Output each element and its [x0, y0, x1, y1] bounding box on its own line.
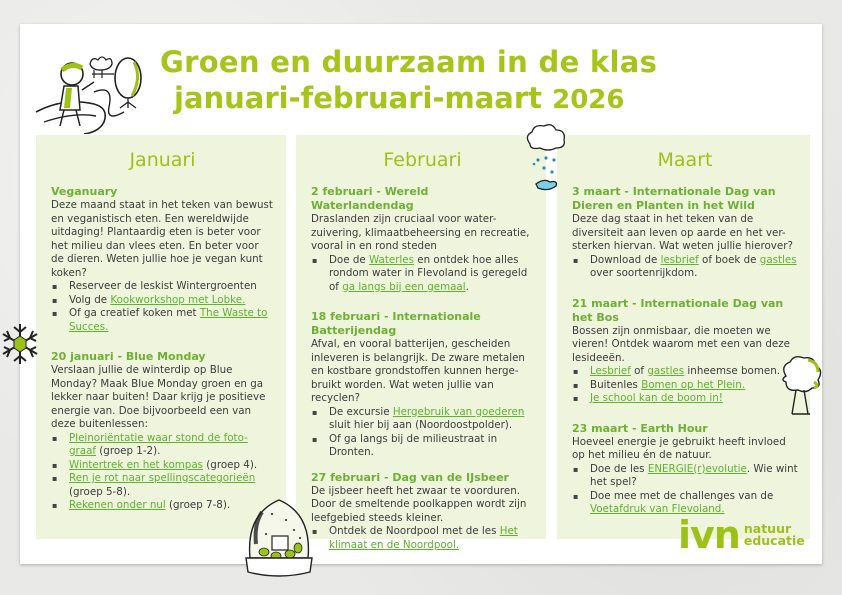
link-lesbrief-bomen[interactable]: Lesbrief [590, 365, 631, 377]
bullet-item: ▪ Rekenen onder nul (groep 7-8). [69, 499, 274, 513]
event-blue-monday [51, 350, 274, 513]
bullet-item: ▪ Ontdek de Noordpool met de les Het klimaat en de Noordpool. [329, 525, 534, 552]
rain-cloud-icon [524, 122, 568, 194]
bullet-item: ▪ Lesbrief of gastles inheemse bomen. [590, 365, 798, 379]
link-voetafdruk[interactable]: Voetafdruk van Flevoland. [590, 503, 725, 515]
event-bullets [572, 463, 798, 517]
snow-globe-icon [242, 494, 316, 582]
link-pleinorientatie[interactable]: Pleinoriëntatie waar stond de foto-graaf [69, 431, 248, 457]
bullet-item: ▪ Download de lesbrief of boek de gastles over soortenrijkdom. [590, 254, 798, 281]
column-februari [296, 135, 546, 551]
bullet-item: ▪ Of ga creatief koken met The Waste to Succes. [69, 307, 274, 334]
title-line-2: januari-februari-maart 2026 [174, 81, 625, 115]
bullet-item: ▪ Ren je rot naar spellingscategorieën (groep 5-8). [69, 472, 274, 499]
event-ijsbeer [311, 471, 534, 553]
link-ren-je-rot[interactable]: Ren je rot naar spellingscategorieën [69, 472, 256, 484]
event-title: Veganuary [51, 185, 118, 198]
link-gemaal[interactable]: ga langs bij een gemaal [342, 280, 466, 293]
bullet-item: ▪ Reserveer de leskist Wintergroenten [69, 280, 274, 294]
link-klimaat-noordpool[interactable]: Het klimaat en de Noordpool. [329, 525, 518, 551]
title-year: 2026 [552, 85, 625, 115]
link-hergebruik[interactable]: Hergebruik van goederen [392, 405, 525, 418]
event-bullets [311, 406, 534, 460]
link-rekenen-onder-nul[interactable]: Rekenen onder nul [69, 499, 166, 511]
event-title: 27 februari - Dag van de IJsbeer [311, 470, 509, 484]
event-bullets [51, 432, 274, 513]
column-januari [36, 135, 286, 539]
bullet-item: ▪ Wintertrek en het kompas (groep 4). [69, 459, 274, 473]
event-dieren-planten [572, 185, 798, 281]
link-waste-to-succes[interactable]: The Waste to Succes. [69, 307, 268, 333]
month-heading: Februari [383, 149, 462, 171]
link-kookworkshop[interactable]: Kookworkshop met Lobke. [110, 293, 246, 306]
link-lesbrief[interactable]: lesbrief [660, 253, 699, 266]
event-title: 20 januari - Blue Monday [51, 350, 206, 363]
event-earth-hour [572, 422, 798, 517]
ivn-logo [678, 513, 805, 557]
bullet-item: ▪ Doe mee met de challenges van de Voetafdruk van Flevoland. [590, 490, 798, 517]
event-title: 18 februari - Internationale Batterijendag [311, 310, 481, 337]
event-batterijendag [311, 310, 534, 460]
link-waterles[interactable]: Waterles [368, 253, 414, 266]
title-line-1: Groen en duurzaam in de klas [160, 45, 658, 79]
month-heading: Januari [129, 149, 196, 171]
link-bomen-op-het-plein[interactable]: Bomen op het Plein. [641, 378, 746, 391]
event-body: De ijsbeer heeft het zwaar te voorduren. Door de smeltende poolkappen wordt zijn leefgebied steeds kleiner. [311, 484, 527, 524]
event-bullets [51, 280, 274, 334]
bullet-item: ▪ Pleinoriëntatie waar stond de foto-graaf (groep 1-2). [69, 432, 274, 459]
bullet-item: ▪ Doe de Waterles en ontdek hoe alles rondom water in Flevoland is geregeld of ga langs bij een gemaal. [329, 254, 534, 295]
event-waterlandendag [311, 185, 534, 294]
event-dag-van-het-bos [572, 297, 798, 406]
logo-mark: ivn [678, 513, 740, 557]
event-bullets [311, 525, 534, 552]
event-bullets [572, 254, 798, 281]
event-title: 2 februari - Wereld Waterlandendag [311, 185, 429, 212]
bullet-item: ▪ Of ga langs bij de milieustraat in Dronten. [329, 433, 534, 460]
event-body: Deze maand staat in het teken van bewust en veganistisch eten. Een wereldwijde uitdaging! Plantaardig eten is beter voor het milieu dan vlees eten. En beter voor de dieren. Weten jullie hoe je vegan kunt koken? [51, 199, 273, 279]
event-bullets [572, 365, 798, 406]
hiker-illustration-icon [34, 52, 154, 134]
link-wintertrek[interactable]: Wintertrek en het kompas [69, 458, 204, 471]
event-body: Hoeveel energie je gebruikt heeft invloed op het milieu én de natuur. [572, 435, 786, 461]
tree-icon [778, 354, 824, 416]
bullet-item [590, 392, 798, 406]
event-body: Afval, en vooral batterijen, gescheiden inleveren is belangrijk. De zware metalen en kostbare grondstoffen kunnen herge-bruikt worden. Wat weten jullie van recyclen? [311, 338, 525, 404]
event-body: Verslaan jullie de winterdip op Blue Monday? Maak Blue Monday groen en ga lekker naar buiten! Daar krijg je positieve energie van. Doe bijvoorbeeld een van deze buitenlessen: [51, 364, 266, 430]
event-veganuary [51, 185, 274, 334]
event-title: 23 maart - Earth Hour [572, 421, 708, 435]
event-body: Draslanden zijn cruciaal voor water-zuivering, klimaatbeheersing en recreatie, vooral in en rond steden [311, 213, 530, 252]
event-title: 3 maart - Internationale Dag van Dieren en Planten in het Wild [572, 185, 776, 212]
month-heading: Maart [657, 149, 713, 171]
link-energie-revolutie[interactable]: ENERGIE(r)evolutie [647, 462, 747, 475]
event-body: Bossen zijn onmisbaar, die moeten we vieren! Ontdek waarom met een van deze lesideeën. [572, 324, 790, 364]
column-maart [557, 135, 810, 539]
bullet-item: ▪ Buitenles Bomen op het Plein. [590, 379, 798, 393]
page-title [160, 44, 720, 118]
logo-text: natuur educatie [743, 521, 805, 548]
link-gastles[interactable]: gastles [759, 253, 797, 266]
event-title: 21 maart - Internationale Dag van het Bos [572, 296, 784, 324]
event-bullets [311, 254, 534, 295]
event-body: Deze dag staat in het teken van de diversiteit aan leven op aarde en het ver-sterken hiervan. Wat weten jullie hierover? [572, 213, 793, 252]
link-gastles-bomen[interactable]: gastles [647, 365, 685, 377]
link-school-boom-in[interactable]: Je school kan de boom in! [590, 392, 723, 404]
bullet-item: ▪ Doe de les ENERGIE(r)evolutie. Wie wint het spel? [590, 463, 798, 490]
bullet-item: ▪ Volg de Kookworkshop met Lobke. [69, 294, 274, 308]
snowflake-icon [0, 322, 40, 366]
bullet-item: ▪ De excursie Hergebruik van goederen sluit hier bij aan (Noordoostpolder). [329, 406, 534, 433]
